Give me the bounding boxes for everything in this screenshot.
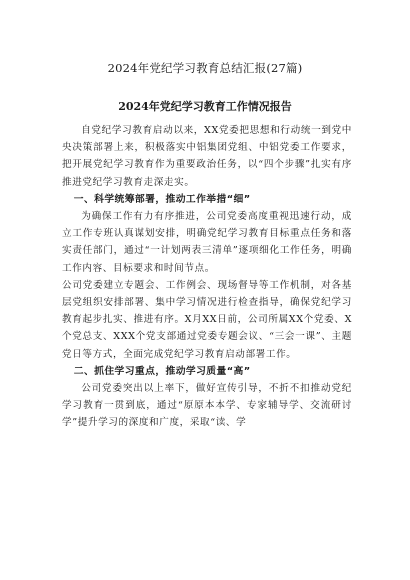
section2-paragraph-1: 公司党委突出以上率下，做好宣传引导，不折不扣推动党纪学习教育一贯到底，通过“原原本本学、专家辅导学、交流研讨学”提升学习的深度和广度，采取“读、学 bbox=[62, 383, 352, 429]
section1-paragraph-2: 公司党委建立专题会、工作例会、现场督导等工作机制，对各基层党组织安排部署、集中学习情况进行检查指导，确保党纪学习教育起步扎实、推进有序。X月XX日前，公司所属XX个党委、X个党总支、XXX个党支部通过党委专题会议、“三会一课”、主题党日等方式，全面完成党纪学习教育启动部署工作。 bbox=[62, 279, 352, 360]
section-heading-1: 一、科学统筹部署，推动工作举措“细” bbox=[73, 193, 251, 205]
section-heading-2: 二、抓住学习重点，推动学习质量“高” bbox=[73, 365, 251, 377]
intro-paragraph: 自党纪学习教育启动以来，XX党委把思想和行动统一到党中央决策部署上来，积极落实中铝集团党组、中铝党委工作要求，把开展党纪学习教育作为重要政治任务，以“四个步骤”扎实有序推进党纪学习教育走深走实。 bbox=[62, 125, 352, 188]
report-body bbox=[62, 122, 352, 432]
report-title: 2024年党纪学习教育工作情况报告 bbox=[118, 100, 292, 113]
section1-paragraph-1: 为确保工作有力有序推进，公司党委高度重视迅速行动，成立工作专班认真谋划安排，明确党纪学习教育目标重点任务和落实责任部门，通过“一计划两表三清单”逐项细化工作任务，明确工作内容、目标要求和时间节点。 bbox=[62, 211, 352, 274]
document-title: 2024年党纪学习教育总结汇报(27篇) bbox=[107, 61, 303, 75]
